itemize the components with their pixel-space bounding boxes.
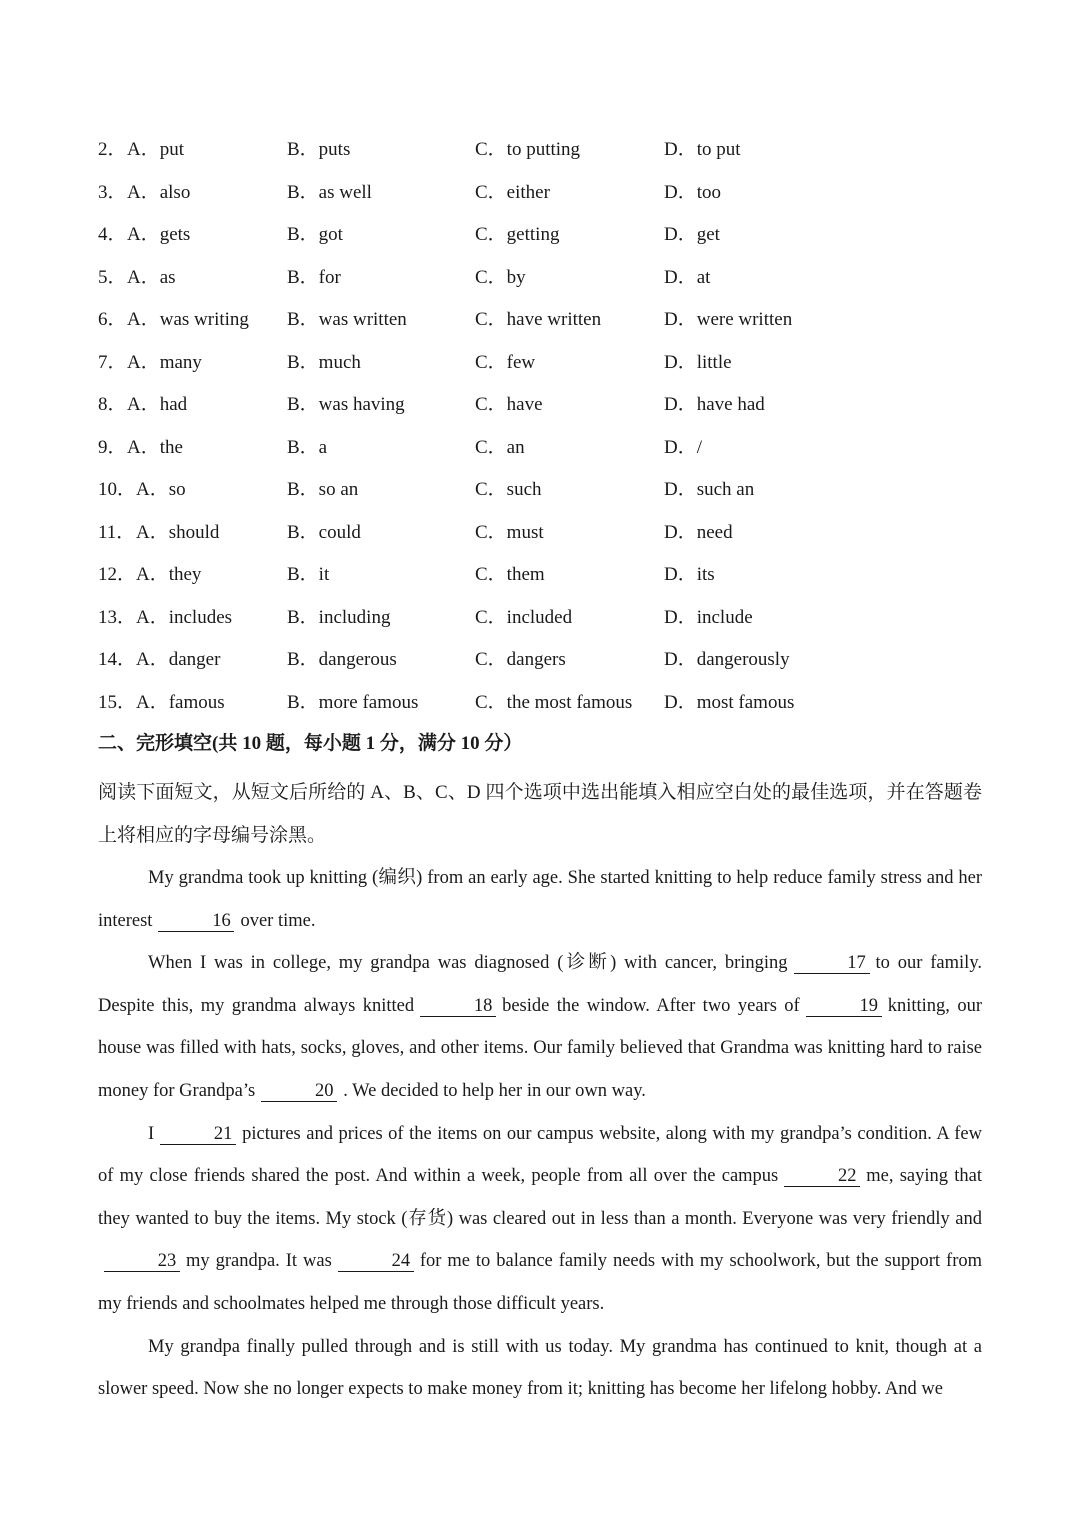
option-a: A．famous [136, 691, 225, 713]
option-d: D．get [664, 224, 720, 245]
option-b: B．a [287, 436, 328, 458]
option-a: A．the [127, 436, 183, 458]
option-c: C．them [475, 564, 545, 585]
option-d: D．little [664, 351, 732, 373]
blank-16: 16 [158, 911, 234, 932]
option-a: A．includes [136, 606, 233, 628]
option-d: D．have had [664, 394, 765, 415]
question-number: 7． [98, 351, 127, 373]
option-b: B．dangerous [287, 649, 397, 670]
option-c: C．to putting [475, 139, 581, 160]
option-a: A．gets [127, 224, 191, 245]
section-heading: 二、完形填空(共 10 题，每小题 1 分，满分 10 分） [98, 733, 523, 754]
option-b: B．including [287, 606, 391, 628]
text: beside the window. After two years of [502, 995, 800, 1016]
option-d: D．to put [664, 139, 741, 160]
option-d: D．most famous [664, 691, 795, 713]
text: pictures and prices of the items on our campus website, along with my grandpa’s condition. A few of my close friends shared the post. And within a week, people from all over the campus [98, 1123, 982, 1187]
question-number: 10． [98, 479, 137, 500]
option-c: C．included [475, 606, 573, 628]
question-row [0, 220, 1080, 250]
cloze-passage [98, 857, 982, 1411]
option-c: C．the most famous [475, 691, 633, 713]
blank-22: 22 [784, 1166, 860, 1187]
option-a: A．as [127, 266, 176, 288]
paragraph-4 [98, 1326, 982, 1411]
option-d: D．its [664, 564, 715, 585]
text: over time. [240, 910, 316, 931]
option-c: C．such [475, 479, 542, 500]
option-b: B．could [287, 521, 361, 543]
question-number: 5． [98, 266, 127, 288]
question-row [0, 475, 1080, 505]
option-a: A．also [127, 181, 191, 203]
blank-21: 21 [160, 1124, 236, 1145]
question-row [0, 603, 1080, 633]
option-a: A．was writing [127, 309, 249, 330]
question-row [0, 560, 1080, 590]
option-d: D．too [664, 181, 722, 203]
option-c: C．must [475, 521, 544, 543]
option-c: C．getting [475, 224, 560, 245]
question-number: 11． [98, 521, 136, 543]
option-a: A．many [127, 351, 202, 373]
question-number: 6． [98, 309, 127, 330]
question-number: 4． [98, 224, 127, 245]
option-b: B．got [287, 224, 343, 245]
option-a: A．should [136, 521, 220, 543]
option-a: A．so [136, 479, 186, 500]
question-number: 14． [98, 649, 137, 670]
option-b: B．so an [287, 479, 359, 500]
option-d: D．were written [664, 309, 793, 330]
paragraph-1 [98, 857, 982, 942]
text: I [148, 1123, 155, 1144]
option-d: D．at [664, 266, 711, 288]
question-row [0, 433, 1080, 463]
option-b: B．it [287, 564, 330, 585]
blank-18: 18 [420, 996, 496, 1017]
option-b: B．puts [287, 139, 351, 160]
option-d: D．dangerously [664, 649, 790, 670]
question-row [0, 645, 1080, 675]
question-row [0, 178, 1080, 208]
option-b: B．was written [287, 309, 407, 330]
blank-20: 20 [261, 1081, 337, 1102]
question-row [0, 390, 1080, 420]
question-number: 9． [98, 436, 127, 458]
paragraph-3 [98, 1113, 982, 1326]
option-c: C．have written [475, 309, 602, 330]
blank-24: 24 [338, 1251, 414, 1272]
option-d: D．such an [664, 479, 755, 500]
option-d: D．include [664, 606, 753, 628]
question-number: 2． [98, 139, 127, 160]
text: My grandma took up knitting (编织) from an early age. She started knitting to help reduce family stress and her interest [98, 868, 982, 931]
question-row [0, 263, 1080, 293]
text: . We decided to help her in our own way. [343, 1080, 646, 1101]
option-d: D．need [664, 521, 733, 543]
text: me, saying that they wanted to buy the items. My stock (存货) was cleared out in less than a month. Everyone was very friendly and [98, 1166, 982, 1229]
question-number: 12． [98, 564, 137, 585]
text: My grandpa finally pulled through and is still with us today. My grandma has continued to knit, though at a slower speed. Now she no longer expects to make money from it; knitting has become her lifelong hobby. And we [98, 1336, 982, 1400]
option-a: A．had [127, 394, 188, 415]
option-b: B．for [287, 266, 341, 288]
option-b: B．as well [287, 181, 372, 203]
option-c: C．an [475, 436, 525, 458]
option-a: A．they [136, 564, 202, 585]
option-c: C．have [475, 394, 543, 415]
question-row [0, 348, 1080, 378]
section-instruction: 阅读下面短文，从短文后所给的 A、B、C、D 四个选项中选出能填入相应空白处的最佳选项，并在答题卷上将相应的字母编号涂黑。 [98, 782, 982, 846]
text: for me to balance family needs with my schoolwork, but the support from my friends and schoolmates helped me through those difficult years. [98, 1251, 983, 1314]
text: knitting, our house was filled with hats, socks, gloves, and other items. Our family believed that Grandma was knitting hard to raise money for Grandpa’s [98, 995, 982, 1101]
option-a: A．put [127, 139, 185, 160]
option-d: D．/ [664, 436, 703, 458]
option-c: C．either [475, 181, 550, 203]
question-row [0, 688, 1080, 718]
question-number: 8． [98, 394, 127, 415]
question-number: 15． [98, 691, 137, 713]
blank-19: 19 [806, 996, 882, 1017]
question-row [0, 518, 1080, 548]
question-number: 3． [98, 181, 127, 203]
question-row [0, 135, 1080, 165]
text: When I was in college, my grandpa was diagnosed (诊断) with cancer, bringing [148, 953, 788, 974]
option-c: C．dangers [475, 649, 566, 670]
option-b: B．more famous [287, 691, 419, 713]
option-c: C．few [475, 351, 536, 373]
option-b: B．was having [287, 394, 405, 415]
option-c: C．by [475, 266, 526, 288]
question-number: 13． [98, 606, 137, 628]
text: to our family. Despite this, my grandma always knitted [98, 953, 982, 1016]
blank-17: 17 [794, 953, 870, 974]
blank-23: 23 [104, 1251, 180, 1272]
option-b: B．much [287, 351, 361, 373]
question-row [0, 305, 1080, 335]
paragraph-2 [98, 942, 982, 1112]
option-a: A．danger [136, 649, 221, 670]
text: my grandpa. It was [186, 1251, 332, 1272]
